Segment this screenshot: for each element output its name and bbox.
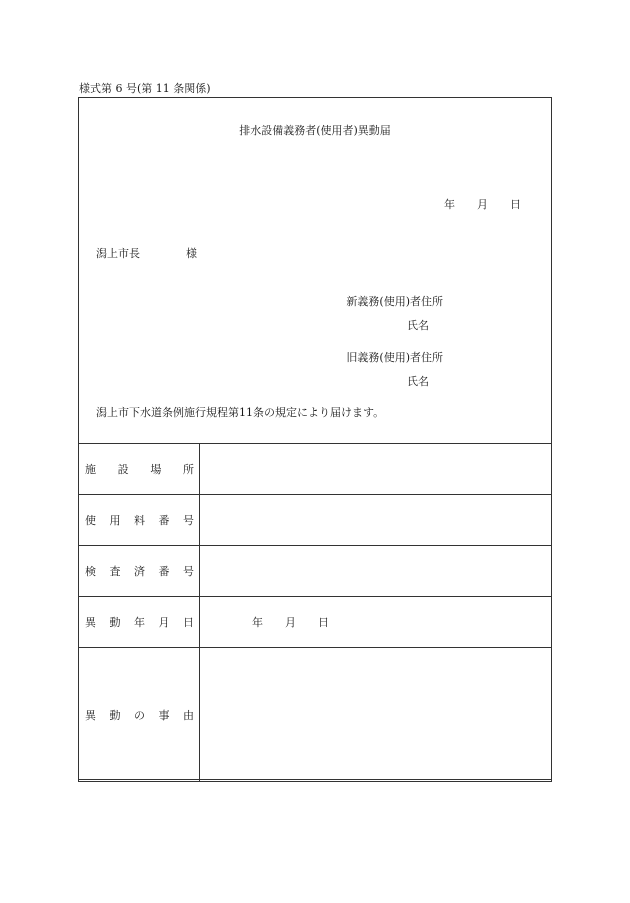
submission-date [444,196,521,212]
facility-location-field[interactable] [200,444,552,495]
facility-location-label: 施設場所 [79,444,200,495]
change-day-label: 日 [318,616,329,629]
change-date-field[interactable] [200,597,552,648]
notification-form [78,97,552,780]
change-year-label: 年 [252,616,263,629]
addressee-honorific: 様 [186,247,197,260]
statement-text: 潟上市下水道条例施行規程第11条の規定により届けます。 [96,406,385,419]
inspection-number-label: 検査済番号 [79,546,200,597]
change-reason-field[interactable] [200,648,552,782]
change-month-label: 月 [285,616,296,629]
date-day-label: 日 [510,198,521,211]
inspection-number-field[interactable] [200,546,552,597]
date-month-label: 月 [477,198,488,211]
old-obligor-address-label: 旧義務(使用)者住所 [346,351,443,364]
fee-number-field[interactable] [200,495,552,546]
old-obligor-name-label: 氏名 [407,375,429,388]
details-table [78,443,552,782]
form-title: 排水設備義務者(使用者)異動届 [239,124,391,137]
table-row [79,597,552,648]
table-row [79,444,552,495]
new-obligor-name-label: 氏名 [407,319,429,332]
change-reason-label: 異動の事由 [79,648,200,782]
addressee [96,245,197,261]
table-row [79,648,552,782]
new-obligor-address-label: 新義務(使用)者住所 [346,295,443,308]
table-row [79,546,552,597]
change-date-label: 異動年月日 [79,597,200,648]
fee-number-label: 使用料番号 [79,495,200,546]
addressee-name: 潟上市長 [96,247,140,260]
table-row [79,495,552,546]
form-number-label: 様式第 6 号(第 11 条関係) [79,82,211,95]
date-year-label: 年 [444,198,455,211]
